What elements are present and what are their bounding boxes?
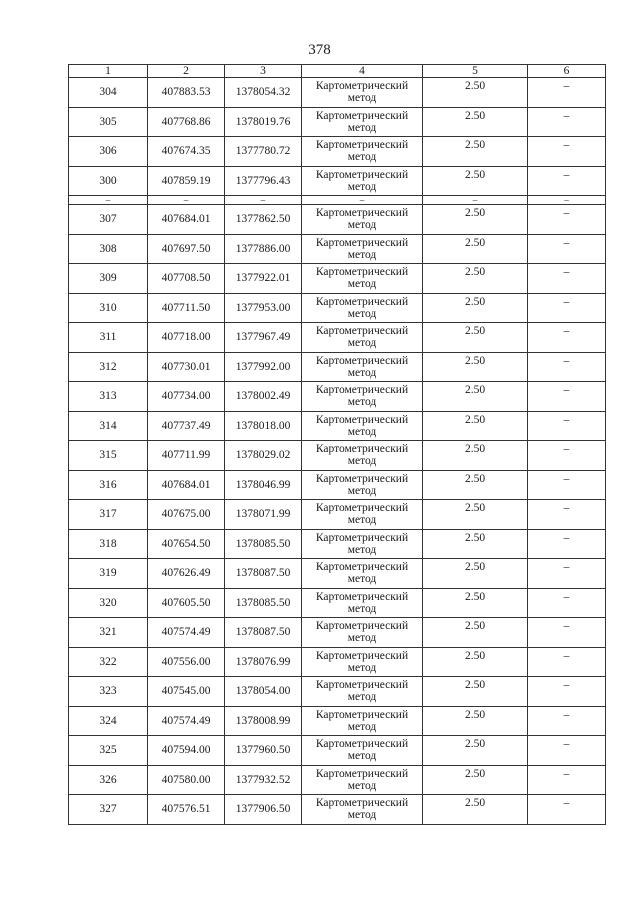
table-row <box>69 470 606 500</box>
y-coordinate-cell: 1378018.00 <box>225 411 302 441</box>
y-coordinate-cell: 1378085.50 <box>225 529 302 559</box>
method-line-1: Картометрический <box>315 139 409 151</box>
method-line-1: Картометрический <box>315 207 409 219</box>
method-line-1: Картометрический <box>315 80 409 92</box>
method-cell <box>302 706 423 736</box>
x-coordinate-cell: 407711.50 <box>148 293 225 323</box>
description-cell: – <box>528 264 606 294</box>
point-number-cell: 308 <box>69 234 148 264</box>
description-cell: – <box>528 706 606 736</box>
point-number-cell: 318 <box>69 529 148 559</box>
method-cell <box>302 618 423 648</box>
table-row <box>69 205 606 235</box>
method-line-2: метод <box>347 514 377 526</box>
method-line-1: Картометрический <box>315 295 409 308</box>
method-line-2: метод <box>347 809 377 821</box>
y-coordinate-cell: 1378054.00 <box>225 677 302 707</box>
x-coordinate-cell: 407708.50 <box>148 264 225 294</box>
accuracy-cell: 2.50 <box>423 78 528 108</box>
accuracy-cell: 2.50 <box>423 323 528 353</box>
x-coordinate-cell: 407626.49 <box>148 559 225 589</box>
method-line-1: Картометрический <box>315 679 409 691</box>
accuracy-cell: 2.50 <box>423 500 528 530</box>
point-number-cell: 314 <box>69 411 148 441</box>
point-number-cell: 319 <box>69 559 148 589</box>
table-row <box>69 500 606 530</box>
method-cell <box>302 205 423 235</box>
y-coordinate-cell: 1378029.02 <box>225 441 302 471</box>
method-cell <box>302 647 423 677</box>
point-number-cell: 325 <box>69 736 148 766</box>
method-line-2: метод <box>347 219 377 231</box>
description-cell: – <box>528 382 606 412</box>
accuracy-cell: 2.50 <box>423 588 528 618</box>
accuracy-cell: 2.50 <box>423 137 528 167</box>
x-coordinate-cell: 407768.86 <box>148 107 225 137</box>
method-cell <box>302 529 423 559</box>
y-coordinate-cell: 1378054.32 <box>225 78 302 108</box>
method-line-1: Картометрический <box>315 649 409 662</box>
method-cell <box>302 78 423 108</box>
point-number-cell: 312 <box>69 352 148 382</box>
point-number-cell: 321 <box>69 618 148 648</box>
x-coordinate-cell: 407675.00 <box>148 500 225 530</box>
method-line-1: Картометрический <box>315 502 409 514</box>
y-coordinate-cell: 1378087.50 <box>225 618 302 648</box>
y-coordinate-cell: 1378008.99 <box>225 706 302 736</box>
method-line-1: Картометрический <box>315 443 409 455</box>
column-header: 1 <box>69 65 148 78</box>
method-line-1: Картометрический <box>315 413 409 426</box>
accuracy-cell: 2.50 <box>423 234 528 264</box>
method-line-2: метод <box>347 543 377 556</box>
y-coordinate-cell: 1377780.72 <box>225 137 302 167</box>
accuracy-cell: 2.50 <box>423 205 528 235</box>
method-line-2: метод <box>347 425 377 438</box>
separator-row <box>69 196 606 205</box>
table-row <box>69 323 606 353</box>
method-line-1: Картометрический <box>315 109 409 122</box>
method-line-2: метод <box>347 691 377 703</box>
method-line-2: метод <box>347 632 377 644</box>
method-cell <box>302 264 423 294</box>
accuracy-cell: 2.50 <box>423 264 528 294</box>
point-number-cell: 311 <box>69 323 148 353</box>
point-number-cell: 307 <box>69 205 148 235</box>
description-cell: – <box>528 736 606 766</box>
separator-cell: – <box>423 196 528 205</box>
x-coordinate-cell: 407574.49 <box>148 618 225 648</box>
column-header: 2 <box>148 65 225 78</box>
x-coordinate-cell: 407859.19 <box>148 166 225 196</box>
method-line-1: Картометрический <box>315 590 409 603</box>
table-row <box>69 677 606 707</box>
accuracy-cell: 2.50 <box>423 677 528 707</box>
y-coordinate-cell: 1377922.01 <box>225 264 302 294</box>
x-coordinate-cell: 407711.99 <box>148 441 225 471</box>
x-coordinate-cell: 407718.00 <box>148 323 225 353</box>
method-cell <box>302 588 423 618</box>
x-coordinate-cell: 407545.00 <box>148 677 225 707</box>
method-line-1: Картометрический <box>315 708 409 721</box>
method-line-1: Картометрический <box>315 797 409 809</box>
description-cell: – <box>528 137 606 167</box>
method-line-2: метод <box>347 396 377 408</box>
method-line-2: метод <box>347 366 377 379</box>
accuracy-cell: 2.50 <box>423 736 528 766</box>
table-row <box>69 559 606 589</box>
description-cell: – <box>528 234 606 264</box>
method-line-2: метод <box>347 720 377 733</box>
accuracy-cell: 2.50 <box>423 618 528 648</box>
point-number-cell: 306 <box>69 137 148 167</box>
table-row <box>69 137 606 167</box>
method-line-1: Картометрический <box>315 266 409 278</box>
x-coordinate-cell: 407883.53 <box>148 78 225 108</box>
method-line-1: Картометрический <box>315 620 409 632</box>
y-coordinate-cell: 1377967.49 <box>225 323 302 353</box>
method-line-2: метод <box>347 307 377 320</box>
separator-cell: – <box>225 196 302 205</box>
table-row <box>69 647 606 677</box>
point-number-cell: 324 <box>69 706 148 736</box>
y-coordinate-cell: 1377960.50 <box>225 736 302 766</box>
accuracy-cell: 2.50 <box>423 647 528 677</box>
coordinates-table <box>68 64 606 825</box>
accuracy-cell: 2.50 <box>423 765 528 795</box>
description-cell: – <box>528 411 606 441</box>
x-coordinate-cell: 407576.51 <box>148 795 225 825</box>
table-row <box>69 352 606 382</box>
accuracy-cell: 2.50 <box>423 382 528 412</box>
method-cell <box>302 765 423 795</box>
method-line-2: метод <box>347 180 377 193</box>
point-number-cell: 315 <box>69 441 148 471</box>
method-line-2: метод <box>347 92 377 104</box>
column-header: 3 <box>225 65 302 78</box>
description-cell: – <box>528 78 606 108</box>
table-body <box>69 78 606 825</box>
x-coordinate-cell: 407684.01 <box>148 470 225 500</box>
point-number-cell: 310 <box>69 293 148 323</box>
table-row <box>69 382 606 412</box>
description-cell: – <box>528 166 606 196</box>
x-coordinate-cell: 407734.00 <box>148 382 225 412</box>
method-line-2: метод <box>347 602 377 615</box>
y-coordinate-cell: 1378071.99 <box>225 500 302 530</box>
y-coordinate-cell: 1377992.00 <box>225 352 302 382</box>
y-coordinate-cell: 1378002.49 <box>225 382 302 412</box>
x-coordinate-cell: 407730.01 <box>148 352 225 382</box>
point-number-cell: 320 <box>69 588 148 618</box>
method-line-2: метод <box>347 151 377 163</box>
method-line-1: Картометрический <box>315 472 409 485</box>
table-header <box>69 65 606 78</box>
column-header: 6 <box>528 65 606 78</box>
separator-cell: – <box>69 196 148 205</box>
method-line-1: Картометрический <box>315 561 409 573</box>
x-coordinate-cell: 407580.00 <box>148 765 225 795</box>
x-coordinate-cell: 407674.35 <box>148 137 225 167</box>
y-coordinate-cell: 1378076.99 <box>225 647 302 677</box>
y-coordinate-cell: 1377886.00 <box>225 234 302 264</box>
description-cell: – <box>528 441 606 471</box>
x-coordinate-cell: 407697.50 <box>148 234 225 264</box>
description-cell: – <box>528 677 606 707</box>
table-row <box>69 78 606 108</box>
table-row <box>69 706 606 736</box>
point-number-cell: 309 <box>69 264 148 294</box>
method-line-2: метод <box>347 573 377 585</box>
method-line-2: метод <box>347 750 377 762</box>
separator-cell: – <box>148 196 225 205</box>
method-cell <box>302 234 423 264</box>
method-line-2: метод <box>347 121 377 134</box>
y-coordinate-cell: 1377862.50 <box>225 205 302 235</box>
column-header: 4 <box>302 65 423 78</box>
table-row <box>69 234 606 264</box>
page-number: 378 <box>308 42 331 58</box>
table-row <box>69 107 606 137</box>
point-number-cell: 313 <box>69 382 148 412</box>
point-number-cell: 326 <box>69 765 148 795</box>
y-coordinate-cell: 1377953.00 <box>225 293 302 323</box>
description-cell: – <box>528 107 606 137</box>
description-cell: – <box>528 470 606 500</box>
accuracy-cell: 2.50 <box>423 411 528 441</box>
point-number-cell: 300 <box>69 166 148 196</box>
accuracy-cell: 2.50 <box>423 293 528 323</box>
y-coordinate-cell: 1377796.43 <box>225 166 302 196</box>
point-number-cell: 317 <box>69 500 148 530</box>
method-cell <box>302 795 423 825</box>
table-row <box>69 293 606 323</box>
method-line-1: Картометрический <box>315 236 409 249</box>
point-number-cell: 327 <box>69 795 148 825</box>
table-row <box>69 588 606 618</box>
method-cell <box>302 500 423 530</box>
method-line-2: метод <box>347 278 377 290</box>
point-number-cell: 316 <box>69 470 148 500</box>
accuracy-cell: 2.50 <box>423 470 528 500</box>
point-number-cell: 323 <box>69 677 148 707</box>
description-cell: – <box>528 529 606 559</box>
description-cell: – <box>528 618 606 648</box>
method-line-2: метод <box>347 779 377 792</box>
accuracy-cell: 2.50 <box>423 795 528 825</box>
accuracy-cell: 2.50 <box>423 107 528 137</box>
table-row <box>69 736 606 766</box>
x-coordinate-cell: 407605.50 <box>148 588 225 618</box>
method-cell <box>302 559 423 589</box>
method-line-2: метод <box>347 661 377 674</box>
accuracy-cell: 2.50 <box>423 352 528 382</box>
method-cell <box>302 441 423 471</box>
table-row <box>69 264 606 294</box>
description-cell: – <box>528 323 606 353</box>
accuracy-cell: 2.50 <box>423 706 528 736</box>
description-cell: – <box>528 765 606 795</box>
method-cell <box>302 107 423 137</box>
separator-cell: – <box>528 196 606 205</box>
method-line-1: Картометрический <box>315 325 409 337</box>
method-line-2: метод <box>347 248 377 261</box>
description-cell: – <box>528 588 606 618</box>
x-coordinate-cell: 407737.49 <box>148 411 225 441</box>
y-coordinate-cell: 1378085.50 <box>225 588 302 618</box>
method-cell <box>302 736 423 766</box>
x-coordinate-cell: 407594.00 <box>148 736 225 766</box>
method-cell <box>302 470 423 500</box>
method-line-1: Картометрический <box>315 168 409 181</box>
method-cell <box>302 677 423 707</box>
description-cell: – <box>528 293 606 323</box>
accuracy-cell: 2.50 <box>423 166 528 196</box>
method-cell <box>302 382 423 412</box>
method-line-1: Картометрический <box>315 738 409 750</box>
description-cell: – <box>528 500 606 530</box>
point-number-cell: 305 <box>69 107 148 137</box>
method-cell <box>302 293 423 323</box>
method-line-1: Картометрический <box>315 384 409 396</box>
table-row <box>69 529 606 559</box>
description-cell: – <box>528 352 606 382</box>
method-cell <box>302 323 423 353</box>
description-cell: – <box>528 205 606 235</box>
method-cell <box>302 352 423 382</box>
accuracy-cell: 2.50 <box>423 559 528 589</box>
method-cell <box>302 166 423 196</box>
method-line-1: Картометрический <box>315 531 409 544</box>
accuracy-cell: 2.50 <box>423 529 528 559</box>
x-coordinate-cell: 407654.50 <box>148 529 225 559</box>
method-line-1: Картометрический <box>315 354 409 367</box>
table-row <box>69 441 606 471</box>
method-line-2: метод <box>347 455 377 467</box>
table-row <box>69 765 606 795</box>
y-coordinate-cell: 1377932.52 <box>225 765 302 795</box>
method-cell <box>302 137 423 167</box>
point-number-cell: 322 <box>69 647 148 677</box>
x-coordinate-cell: 407574.49 <box>148 706 225 736</box>
x-coordinate-cell: 407684.01 <box>148 205 225 235</box>
table-row <box>69 795 606 825</box>
description-cell: – <box>528 795 606 825</box>
description-cell: – <box>528 559 606 589</box>
y-coordinate-cell: 1377906.50 <box>225 795 302 825</box>
method-cell <box>302 411 423 441</box>
method-line-2: метод <box>347 484 377 497</box>
column-header: 5 <box>423 65 528 78</box>
separator-cell: – <box>302 196 423 205</box>
y-coordinate-cell: 1378046.99 <box>225 470 302 500</box>
x-coordinate-cell: 407556.00 <box>148 647 225 677</box>
point-number-cell: 304 <box>69 78 148 108</box>
description-cell: – <box>528 647 606 677</box>
y-coordinate-cell: 1378019.76 <box>225 107 302 137</box>
table-row <box>69 166 606 196</box>
method-line-1: Картометрический <box>315 767 409 780</box>
accuracy-cell: 2.50 <box>423 441 528 471</box>
method-line-2: метод <box>347 337 377 349</box>
y-coordinate-cell: 1378087.50 <box>225 559 302 589</box>
table-row <box>69 618 606 648</box>
table-row <box>69 411 606 441</box>
